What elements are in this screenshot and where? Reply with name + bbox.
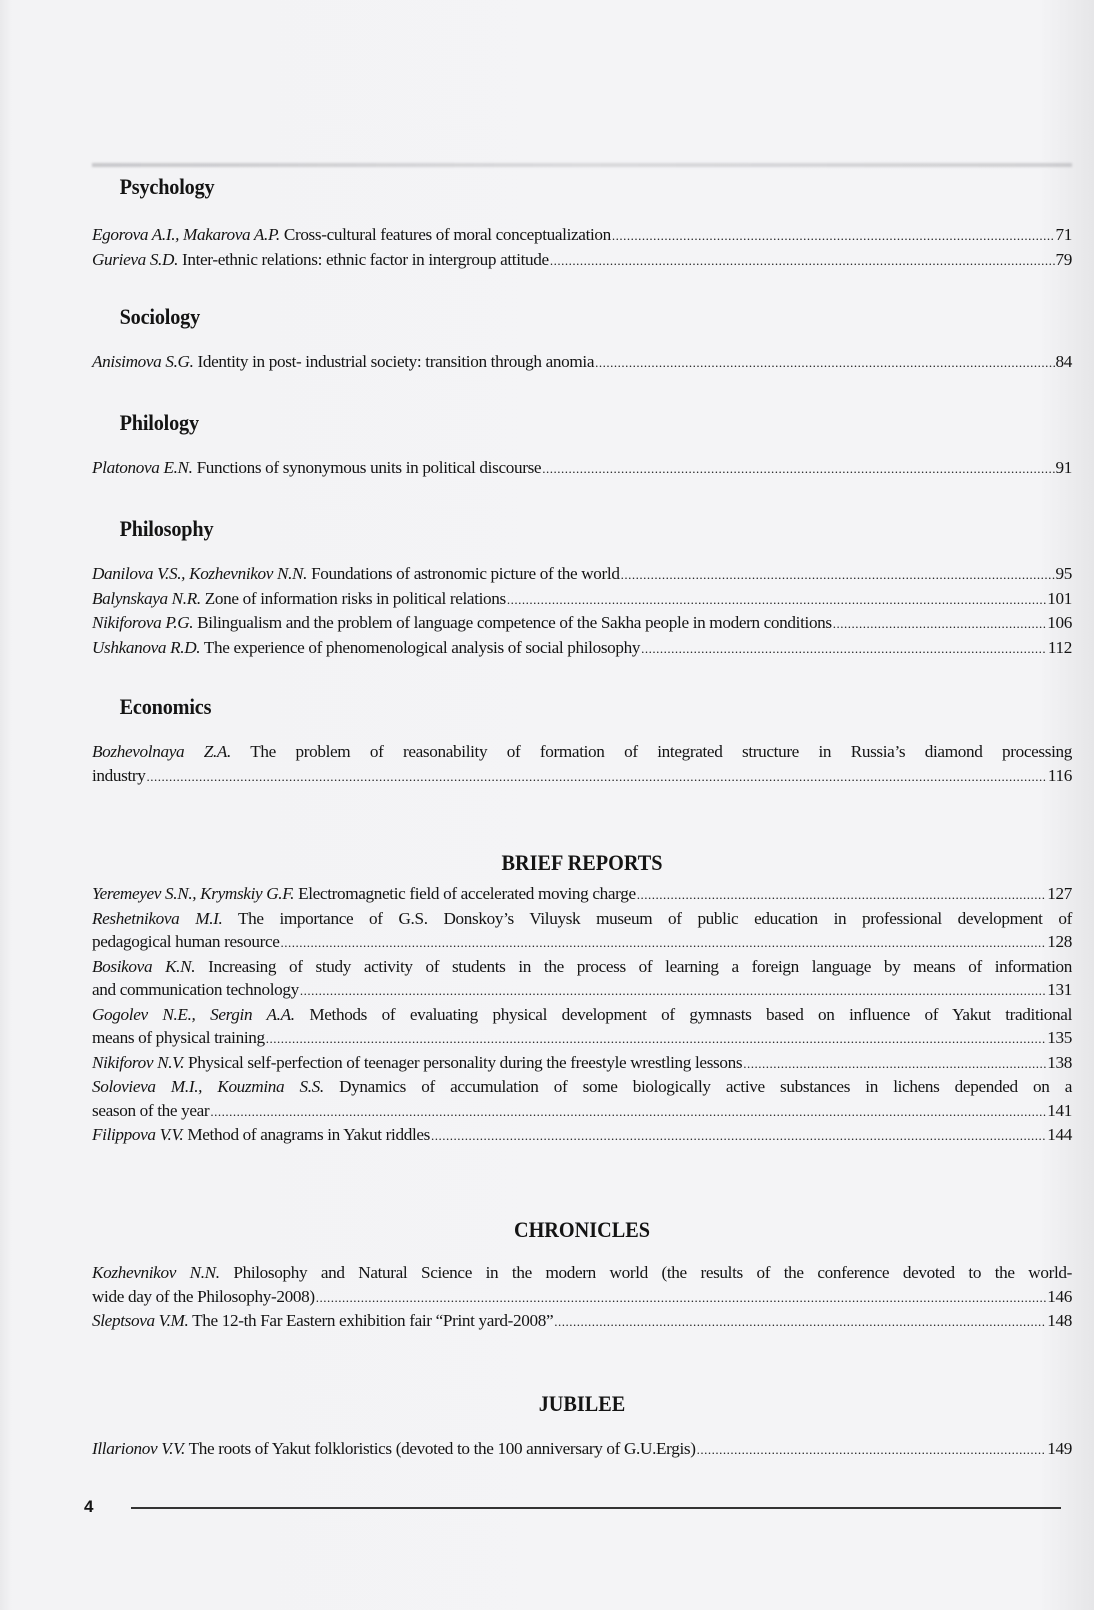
toc-entry[interactable]	[92, 350, 1072, 375]
entry-author: Illarionov V.V.	[92, 1439, 185, 1458]
entry-title: Dynamics of accumulation of some biologically active substances in lichens depended on a	[339, 1077, 1072, 1096]
toc-entry[interactable]	[92, 1051, 1072, 1076]
entry-title: Electromagnetic field of accelerated moving charge	[298, 884, 636, 903]
dot-leader	[743, 1052, 1046, 1076]
dot-leader	[697, 1438, 1047, 1462]
dot-leader	[542, 457, 1054, 481]
entry-page: 138	[1047, 1052, 1072, 1072]
dot-leader	[550, 249, 1055, 273]
entry-title-continued: means of physical training	[92, 1028, 265, 1047]
entry-page: 127	[1047, 884, 1072, 903]
entry-title: The problem of reasonability of formation of integrated structure in Russia’s diamond processing	[250, 742, 1073, 761]
dot-leader	[637, 883, 1047, 907]
entry-page: 101	[1047, 588, 1072, 608]
entry-title: Methods of evaluating physical development of gymnasts based on influence of Yakut traditional	[309, 1004, 1073, 1024]
dot-leader	[612, 224, 1055, 248]
toc-entry[interactable]	[92, 223, 1072, 248]
section-heading: Philology	[119, 410, 199, 435]
entry-page: 79	[1055, 249, 1072, 269]
entry-author: Bosikova K.N.	[92, 956, 196, 976]
entry-page: 106	[1047, 613, 1072, 632]
entry-title: Method of anagrams in Yakut riddles	[187, 1125, 431, 1144]
section-sociology	[92, 304, 1072, 375]
entry-title: Identity in post- industrial society: transition through anomia	[197, 352, 595, 371]
section-psychology	[92, 174, 1072, 272]
section-heading: JUBILEE	[538, 1391, 626, 1416]
section-heading: BRIEF REPORTS	[501, 850, 663, 875]
entry-author: Solovieva M.I., Kouzmina S.S.	[92, 1077, 324, 1096]
entry-author: Yeremeyev S.N., Krymskiy G.F.	[92, 884, 295, 903]
entry-author: Filippova V.V.	[92, 1125, 184, 1144]
entry-page: 149	[1047, 1439, 1072, 1458]
toc-entry[interactable]	[92, 1003, 1072, 1051]
footer-rule	[131, 1507, 1061, 1509]
entry-page: 146	[1047, 1286, 1072, 1306]
toc-entry[interactable]	[92, 1075, 1072, 1123]
toc-entry[interactable]	[92, 611, 1072, 636]
entry-title-continued: pedagogical human resource	[92, 932, 280, 951]
entry-title: The experience of phenomenological analysis of social philosophy	[203, 637, 641, 657]
toc-entry[interactable]	[92, 955, 1072, 1003]
entry-title: The roots of Yakut folkloristics (devoted to the 100 anniversary of G.U.Ergis)	[188, 1439, 696, 1458]
dot-leader	[641, 637, 1047, 661]
show-through-rule	[92, 163, 1072, 167]
entry-author: Platonova E.N.	[92, 458, 193, 477]
section-heading: Sociology	[119, 304, 201, 329]
section-philosophy	[92, 516, 1072, 660]
entry-page: 148	[1047, 1311, 1072, 1330]
entry-page: 135	[1047, 1028, 1072, 1047]
entry-author: Balynskaya N.R.	[92, 588, 201, 608]
entry-title: Bilingualism and the problem of language competence of the Sakha people in modern conditions	[197, 613, 832, 632]
dot-leader	[595, 351, 1054, 375]
entry-author: Danilova V.S., Kozhevnikov N.N.	[92, 564, 308, 583]
toc-entry[interactable]	[92, 1437, 1072, 1462]
toc-entry[interactable]	[92, 907, 1072, 955]
entry-page: 84	[1055, 352, 1072, 371]
dot-leader	[147, 765, 1047, 789]
toc-entry[interactable]	[92, 1123, 1072, 1148]
section-heading: Philosophy	[119, 516, 214, 541]
entry-author: Ushkanova R.D.	[92, 637, 201, 657]
entry-author: Bozhevolnaya Z.A.	[92, 742, 232, 761]
entry-page: 131	[1047, 980, 1072, 999]
toc-entry[interactable]	[92, 1309, 1072, 1334]
entry-author: Gurieva S.D.	[92, 249, 179, 269]
entry-page: 128	[1047, 932, 1072, 951]
dot-leader	[316, 1286, 1047, 1310]
entry-page: 71	[1055, 225, 1072, 244]
section-philology	[92, 410, 1072, 481]
entry-title-continued: season of the year	[92, 1100, 210, 1120]
toc-entry[interactable]	[92, 587, 1072, 612]
entry-title: The importance of G.S. Donskoy’s Viluysk museum of public education in professional development of	[237, 908, 1072, 928]
entry-author: Egorova A.I., Makarova A.P.	[92, 225, 280, 244]
entry-author: Kozhevnikov N.N.	[92, 1263, 220, 1282]
toc-entry[interactable]	[92, 1261, 1072, 1309]
dot-leader	[300, 979, 1046, 1003]
entry-page: 112	[1047, 637, 1072, 657]
entry-page: 91	[1055, 458, 1072, 477]
toc-entry[interactable]	[92, 562, 1072, 587]
entry-title-continued: and communication technology	[92, 980, 299, 999]
dot-leader	[833, 612, 1046, 636]
toc-entry[interactable]	[92, 248, 1072, 273]
entry-author: Sleptsova V.M.	[92, 1311, 189, 1330]
entry-title: Philosophy and Natural Science in the modern world (the results of the conference devoted to the world-	[233, 1263, 1073, 1282]
entry-author: Reshetnikova M.I.	[92, 908, 223, 928]
entry-title: Physical self-perfection of teenager personality during the freestyle wrestling lessons	[187, 1052, 743, 1072]
toc-entry[interactable]	[92, 882, 1072, 907]
entry-page: 141	[1047, 1100, 1072, 1120]
section-brief-reports	[92, 850, 1072, 1148]
dot-leader	[210, 1100, 1046, 1124]
entry-title: Foundations of astronomic picture of the world	[311, 564, 620, 583]
entry-page: 116	[1047, 765, 1072, 785]
entry-title: Zone of information risks in political relations	[204, 588, 506, 608]
dot-leader	[621, 563, 1055, 587]
entry-title-continued: industry	[92, 765, 146, 785]
dot-leader	[507, 588, 1046, 612]
entry-page: 95	[1055, 564, 1072, 583]
entry-author: Nikiforova P.G.	[92, 613, 194, 632]
section-economics	[92, 694, 1072, 788]
section-heading: CHRONICLES	[513, 1217, 651, 1242]
entry-author: Nikiforov N.V.	[92, 1052, 185, 1072]
toc-entry[interactable]	[92, 456, 1072, 481]
entry-author: Anisimova S.G.	[92, 352, 194, 371]
section-heading: Psychology	[119, 174, 215, 199]
entry-title: Functions of synonymous units in political discourse	[196, 458, 542, 477]
page-number: 4	[84, 1497, 94, 1516]
entry-author: Gogolev N.E., Sergin A.A.	[92, 1004, 295, 1024]
entry-page: 144	[1047, 1125, 1072, 1144]
entry-title: Cross-cultural features of moral conceptualization	[283, 225, 611, 244]
section-heading: Economics	[119, 694, 212, 719]
entry-title: The 12-th Far Eastern exhibition fair “Print yard-2008”	[192, 1311, 554, 1330]
dot-leader	[431, 1124, 1046, 1148]
entry-title-continued: wide day of the Philosophy-2008)	[92, 1286, 315, 1306]
section-jubilee	[92, 1391, 1072, 1462]
dot-leader	[281, 931, 1047, 955]
entry-title: Inter-ethnic relations: ethnic factor in intergroup attitude	[181, 249, 549, 269]
entry-title: Increasing of study activity of students in the process of learning a foreign language by means of information	[208, 956, 1072, 976]
dot-leader	[554, 1310, 1046, 1334]
toc-entry[interactable]	[92, 740, 1072, 788]
toc-entry[interactable]	[92, 636, 1072, 661]
section-chronicles	[92, 1217, 1072, 1334]
dot-leader	[266, 1027, 1047, 1051]
